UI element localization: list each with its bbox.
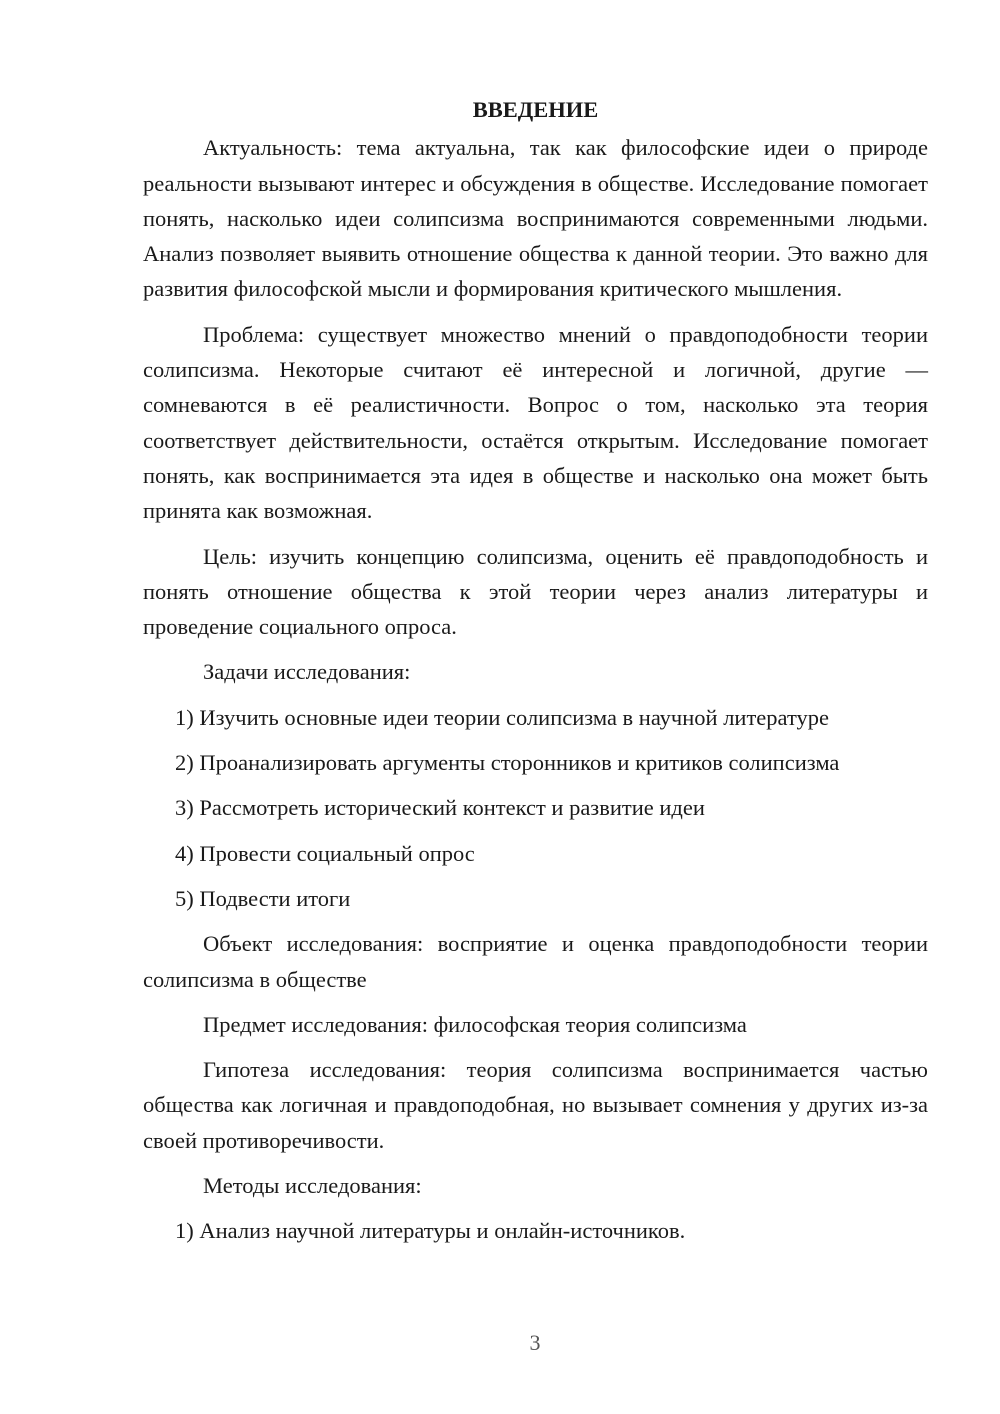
goal-paragraph: Цель: изучить концепцию солипсизма, оценить её правдоподобность и понять отношение общества к этой теории через анализ литературы и проведение социального опроса.: [143, 543, 928, 640]
page-content: [143, 92, 928, 1259]
task-item: 1) Изучить основные идеи теории солипсизма в научной литературе: [175, 704, 829, 730]
problem-paragraph: Проблема: существует множество мнений о правдоподобности теории солипсизма. Некоторые считают её интересной и логичной, другие — сомневаются в её реалистичности. Вопрос о том, насколько эта теория соответствует действительности, остаётся открытым. Исследование помогает понять, как воспринимается эта идея в обществе и насколько она может быть принята как возможная.: [143, 321, 928, 524]
page-number: 3: [529, 1330, 541, 1355]
tasks-heading: Задачи исследования:: [203, 659, 411, 685]
task-item: 4) Провести социальный опрос: [175, 840, 475, 866]
task-item: 2) Проанализировать аргументы сторонников и критиков солипсизма: [175, 750, 840, 776]
relevance-paragraph: Актуальность: тема актуальна, так как философские идеи о природе реальности вызывают интерес и обсуждения в обществе. Исследование помогает понять, насколько идеи солипсизма воспринимаются современными людьми. Анализ позволяет выявить отношение общества к данной теории. Это важно для развития философской мысли и формирования критического мышления.: [143, 135, 928, 302]
page-title: ВВЕДЕНИЕ: [472, 97, 599, 122]
task-item: 5) Подвести итоги: [175, 885, 351, 911]
hypothesis-paragraph: Гипотеза исследования: теория солипсизма воспринимается частью общества как логичная и правдоподобная, но вызывает сомнения у других из-за своей противоречивости.: [143, 1057, 928, 1153]
object-paragraph: Объект исследования: восприятие и оценка правдоподобности теории солипсизма в обществе: [143, 931, 928, 992]
subject-paragraph: Предмет исследования: философская теория солипсизма: [203, 1011, 747, 1037]
method-item: 1) Анализ научной литературы и онлайн-источников.: [175, 1218, 686, 1244]
methods-heading: Методы исследования:: [203, 1173, 422, 1199]
task-item: 3) Рассмотреть исторический контекст и развитие идеи: [175, 795, 705, 821]
